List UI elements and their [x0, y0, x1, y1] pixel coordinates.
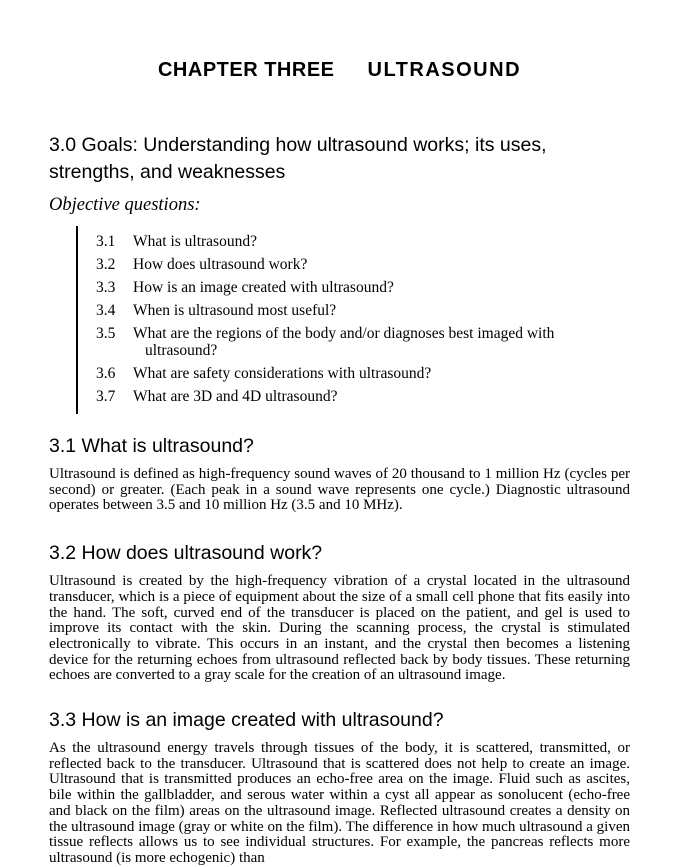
question-number: 3.5	[96, 325, 116, 342]
question-text: When is ultrasound most useful?	[133, 302, 337, 319]
chapter-heading	[49, 0, 630, 82]
question-item	[78, 256, 630, 273]
section-heading: 3.3 How is an image created with ultrasound?	[49, 709, 444, 732]
section-paragraph: As the ultrasound energy travels through tissues of the body, it is scattered, transmitted, or reflected back to the transducer. Ultrasound that is scattered does not help to create an image. Ultrasound that is transmitted produces an echo-free area on the image. Fluid such as ascites, bile within the gallbladder, and serous water within a cyst all appear as sonolucent (echo-free and black on the film) areas on the ultrasound image. Reflected ultrasound creates a density on the ultrasound image (gray or white on the film). The difference in how much ultrasound a given tissue reflects allows us to see individual structures. For example, the pancreas reflects more ultrasound (is more echogenic) than	[49, 740, 630, 866]
question-item	[78, 365, 630, 382]
chapter-title: ULTRASOUND	[367, 59, 522, 81]
goals-heading: 3.0 Goals: Understanding how ultrasound works; its uses, strengths, and weaknesses	[49, 134, 547, 183]
section-paragraph: Ultrasound is created by the high-frequency vibration of a crystal located in the ultrasound transducer, which is a piece of equipment about the size of a small cell phone that fits easily into the hand. The soft, curved end of the transducer is placed on the patient, and gel is used to improve its contact with the skin. During the scanning process, the crystal is stimulated electronically to vibrate. This occurs in an instant, and the crystal then becomes a listening device for the returning echoes from ultrasound reflected back by body tissues. These returning echoes are converted to a gray scale for the creation of an ultrasound image.	[49, 573, 630, 684]
question-item	[78, 388, 630, 405]
section-3-3	[49, 708, 630, 867]
question-number: 3.6	[96, 365, 116, 382]
question-text: How is an image created with ultrasound?	[133, 279, 394, 296]
question-text: How does ultrasound work?	[133, 256, 308, 273]
chapter-label: CHAPTER THREE	[157, 59, 335, 81]
question-item	[78, 279, 630, 296]
sections	[49, 434, 630, 867]
section-3-2	[49, 541, 630, 684]
question-number: 3.3	[96, 279, 116, 296]
question-number: 3.7	[96, 388, 116, 405]
question-item	[78, 302, 630, 319]
question-item	[78, 233, 630, 250]
section-paragraph: Ultrasound is defined as high-frequency sound waves of 20 thousand to 1 million Hz (cycles per second) or greater. (Each peak in a sound wave represents one cycle.) Diagnostic ultrasound operates between 3.5 and 10 million Hz (3.5 and 10 MHz).	[49, 466, 630, 514]
question-text: What are 3D and 4D ultrasound?	[133, 388, 338, 405]
question-item	[78, 325, 630, 359]
section-heading: 3.2 How does ultrasound work?	[49, 542, 323, 565]
section-heading: 3.1 What is ultrasound?	[49, 435, 254, 457]
question-number: 3.4	[96, 302, 116, 319]
section-3-1	[49, 434, 630, 514]
objective-questions-list	[76, 226, 630, 414]
question-number: 3.2	[96, 256, 116, 273]
question-text: What are safety considerations with ultrasound?	[133, 365, 432, 382]
question-text: What is ultrasound?	[133, 233, 257, 250]
objective-questions-label: Objective questions:	[49, 195, 201, 215]
question-text: What are the regions of the body and/or diagnoses best imaged with ultrasound?	[133, 325, 555, 359]
question-number: 3.1	[96, 233, 116, 250]
